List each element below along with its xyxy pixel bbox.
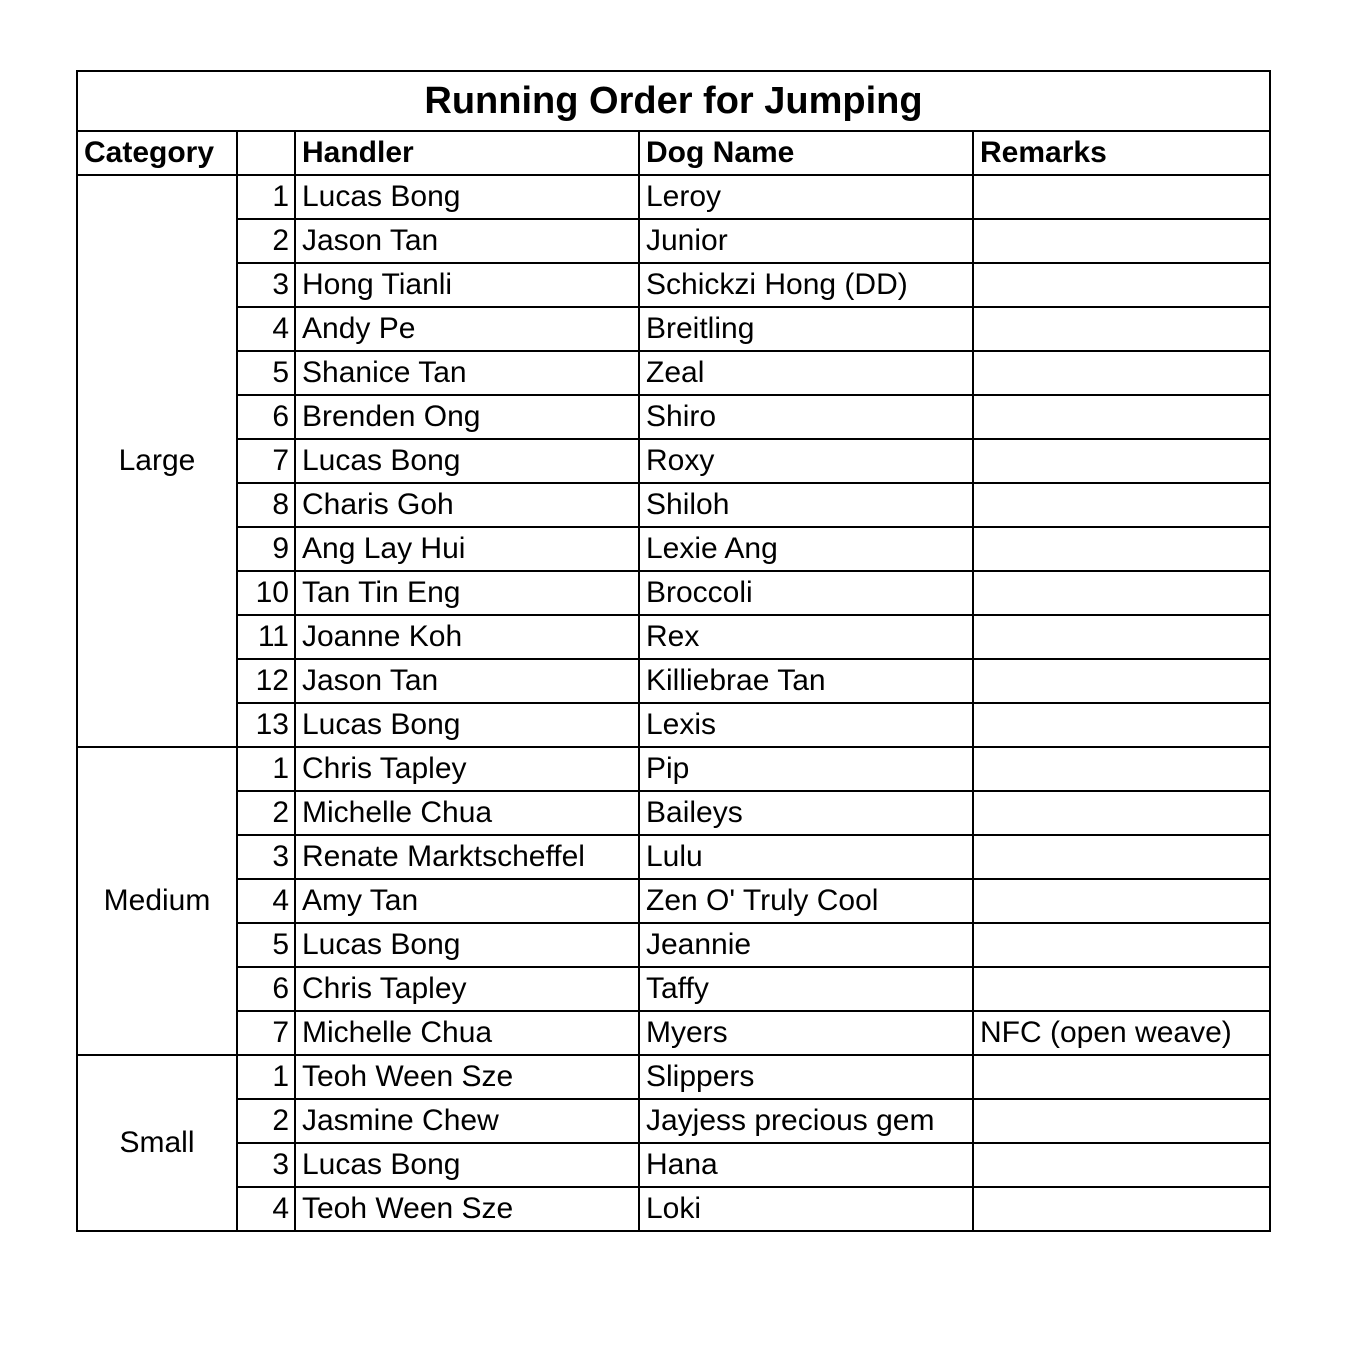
remarks-cell — [973, 439, 1270, 483]
dog-name-cell: Baileys — [639, 791, 973, 835]
handler-cell: Jason Tan — [295, 659, 639, 703]
handler-cell: Charis Goh — [295, 483, 639, 527]
table-row — [77, 879, 1270, 923]
table-row — [77, 263, 1270, 307]
table-row — [77, 747, 1270, 791]
remarks-cell — [973, 351, 1270, 395]
header-dog-name: Dog Name — [639, 131, 973, 175]
table-row — [77, 351, 1270, 395]
order-number-cell: 3 — [237, 263, 295, 307]
table-row — [77, 395, 1270, 439]
table-row — [77, 703, 1270, 747]
order-number-cell: 1 — [237, 747, 295, 791]
handler-cell: Teoh Ween Sze — [295, 1055, 639, 1099]
table-row — [77, 219, 1270, 263]
order-number-cell: 4 — [237, 307, 295, 351]
dog-name-cell: Lexis — [639, 703, 973, 747]
table-row — [77, 1187, 1270, 1231]
dog-name-cell: Roxy — [639, 439, 973, 483]
table-row — [77, 1143, 1270, 1187]
order-number-cell: 9 — [237, 527, 295, 571]
table-row — [77, 1011, 1270, 1055]
handler-cell: Jasmine Chew — [295, 1099, 639, 1143]
order-number-cell: 12 — [237, 659, 295, 703]
order-number-cell: 3 — [237, 1143, 295, 1187]
order-number-cell: 1 — [237, 1055, 295, 1099]
dog-name-cell: Jayjess precious gem — [639, 1099, 973, 1143]
dog-name-cell: Loki — [639, 1187, 973, 1231]
dog-name-cell: Shiro — [639, 395, 973, 439]
remarks-cell — [973, 923, 1270, 967]
handler-cell: Michelle Chua — [295, 791, 639, 835]
table-row — [77, 307, 1270, 351]
remarks-cell — [973, 219, 1270, 263]
dog-name-cell: Broccoli — [639, 571, 973, 615]
handler-cell: Ang Lay Hui — [295, 527, 639, 571]
handler-cell: Lucas Bong — [295, 923, 639, 967]
category-cell: Small — [77, 1055, 237, 1231]
order-number-cell: 8 — [237, 483, 295, 527]
order-number-cell: 6 — [237, 395, 295, 439]
remarks-cell — [973, 747, 1270, 791]
dog-name-cell: Hana — [639, 1143, 973, 1187]
dog-name-cell: Schickzi Hong (DD) — [639, 263, 973, 307]
order-number-cell: 2 — [237, 219, 295, 263]
remarks-cell — [973, 791, 1270, 835]
handler-cell: Renate Marktscheffel — [295, 835, 639, 879]
handler-cell: Teoh Ween Sze — [295, 1187, 639, 1231]
category-cell: Large — [77, 175, 237, 747]
order-number-cell: 1 — [237, 175, 295, 219]
table-row — [77, 1099, 1270, 1143]
table-row — [77, 1055, 1270, 1099]
table-row — [77, 439, 1270, 483]
handler-cell: Lucas Bong — [295, 703, 639, 747]
remarks-cell — [973, 967, 1270, 1011]
order-number-cell: 5 — [237, 351, 295, 395]
remarks-cell — [973, 571, 1270, 615]
remarks-cell — [973, 835, 1270, 879]
table-row — [77, 615, 1270, 659]
table-row — [77, 791, 1270, 835]
handler-cell: Lucas Bong — [295, 175, 639, 219]
table-row — [77, 571, 1270, 615]
handler-cell: Lucas Bong — [295, 439, 639, 483]
header-number — [237, 131, 295, 175]
handler-cell: Tan Tin Eng — [295, 571, 639, 615]
table-row — [77, 835, 1270, 879]
order-number-cell: 2 — [237, 1099, 295, 1143]
order-number-cell: 4 — [237, 1187, 295, 1231]
dog-name-cell: Shiloh — [639, 483, 973, 527]
remarks-cell — [973, 879, 1270, 923]
dog-name-cell: Slippers — [639, 1055, 973, 1099]
dog-name-cell: Pip — [639, 747, 973, 791]
handler-cell: Chris Tapley — [295, 747, 639, 791]
order-number-cell: 13 — [237, 703, 295, 747]
table-row — [77, 967, 1270, 1011]
dog-name-cell: Junior — [639, 219, 973, 263]
order-number-cell: 2 — [237, 791, 295, 835]
handler-cell: Chris Tapley — [295, 967, 639, 1011]
handler-cell: Jason Tan — [295, 219, 639, 263]
order-number-cell: 7 — [237, 439, 295, 483]
remarks-cell — [973, 1143, 1270, 1187]
handler-cell: Amy Tan — [295, 879, 639, 923]
dog-name-cell: Leroy — [639, 175, 973, 219]
dog-name-cell: Rex — [639, 615, 973, 659]
remarks-cell — [973, 527, 1270, 571]
order-number-cell: 5 — [237, 923, 295, 967]
table-row — [77, 923, 1270, 967]
remarks-cell — [973, 615, 1270, 659]
order-number-cell: 4 — [237, 879, 295, 923]
dog-name-cell: Myers — [639, 1011, 973, 1055]
order-number-cell: 3 — [237, 835, 295, 879]
table-row — [77, 175, 1270, 219]
table-title: Running Order for Jumping — [77, 71, 1270, 131]
remarks-cell: NFC (open weave) — [973, 1011, 1270, 1055]
table-row — [77, 659, 1270, 703]
running-order-table — [76, 70, 1271, 1232]
remarks-cell — [973, 1055, 1270, 1099]
handler-cell: Lucas Bong — [295, 1143, 639, 1187]
remarks-cell — [973, 483, 1270, 527]
handler-cell: Andy Pe — [295, 307, 639, 351]
header-remarks: Remarks — [973, 131, 1270, 175]
remarks-cell — [973, 263, 1270, 307]
handler-cell: Hong Tianli — [295, 263, 639, 307]
handler-cell: Brenden Ong — [295, 395, 639, 439]
title-row — [77, 71, 1270, 131]
remarks-cell — [973, 659, 1270, 703]
table-row — [77, 527, 1270, 571]
dog-name-cell: Lulu — [639, 835, 973, 879]
remarks-cell — [973, 703, 1270, 747]
header-category: Category — [77, 131, 237, 175]
remarks-cell — [973, 175, 1270, 219]
table-body — [77, 71, 1270, 1231]
remarks-cell — [973, 1187, 1270, 1231]
handler-cell: Michelle Chua — [295, 1011, 639, 1055]
header-handler: Handler — [295, 131, 639, 175]
handler-cell: Shanice Tan — [295, 351, 639, 395]
handler-cell: Joanne Koh — [295, 615, 639, 659]
dog-name-cell: Breitling — [639, 307, 973, 351]
remarks-cell — [973, 307, 1270, 351]
dog-name-cell: Lexie Ang — [639, 527, 973, 571]
order-number-cell: 6 — [237, 967, 295, 1011]
dog-name-cell: Taffy — [639, 967, 973, 1011]
dog-name-cell: Jeannie — [639, 923, 973, 967]
order-number-cell: 10 — [237, 571, 295, 615]
category-cell: Medium — [77, 747, 237, 1055]
dog-name-cell: Zeal — [639, 351, 973, 395]
order-number-cell: 7 — [237, 1011, 295, 1055]
dog-name-cell: Zen O' Truly Cool — [639, 879, 973, 923]
order-number-cell: 11 — [237, 615, 295, 659]
header-row — [77, 131, 1270, 175]
remarks-cell — [973, 395, 1270, 439]
table-row — [77, 483, 1270, 527]
dog-name-cell: Killiebrae Tan — [639, 659, 973, 703]
remarks-cell — [973, 1099, 1270, 1143]
